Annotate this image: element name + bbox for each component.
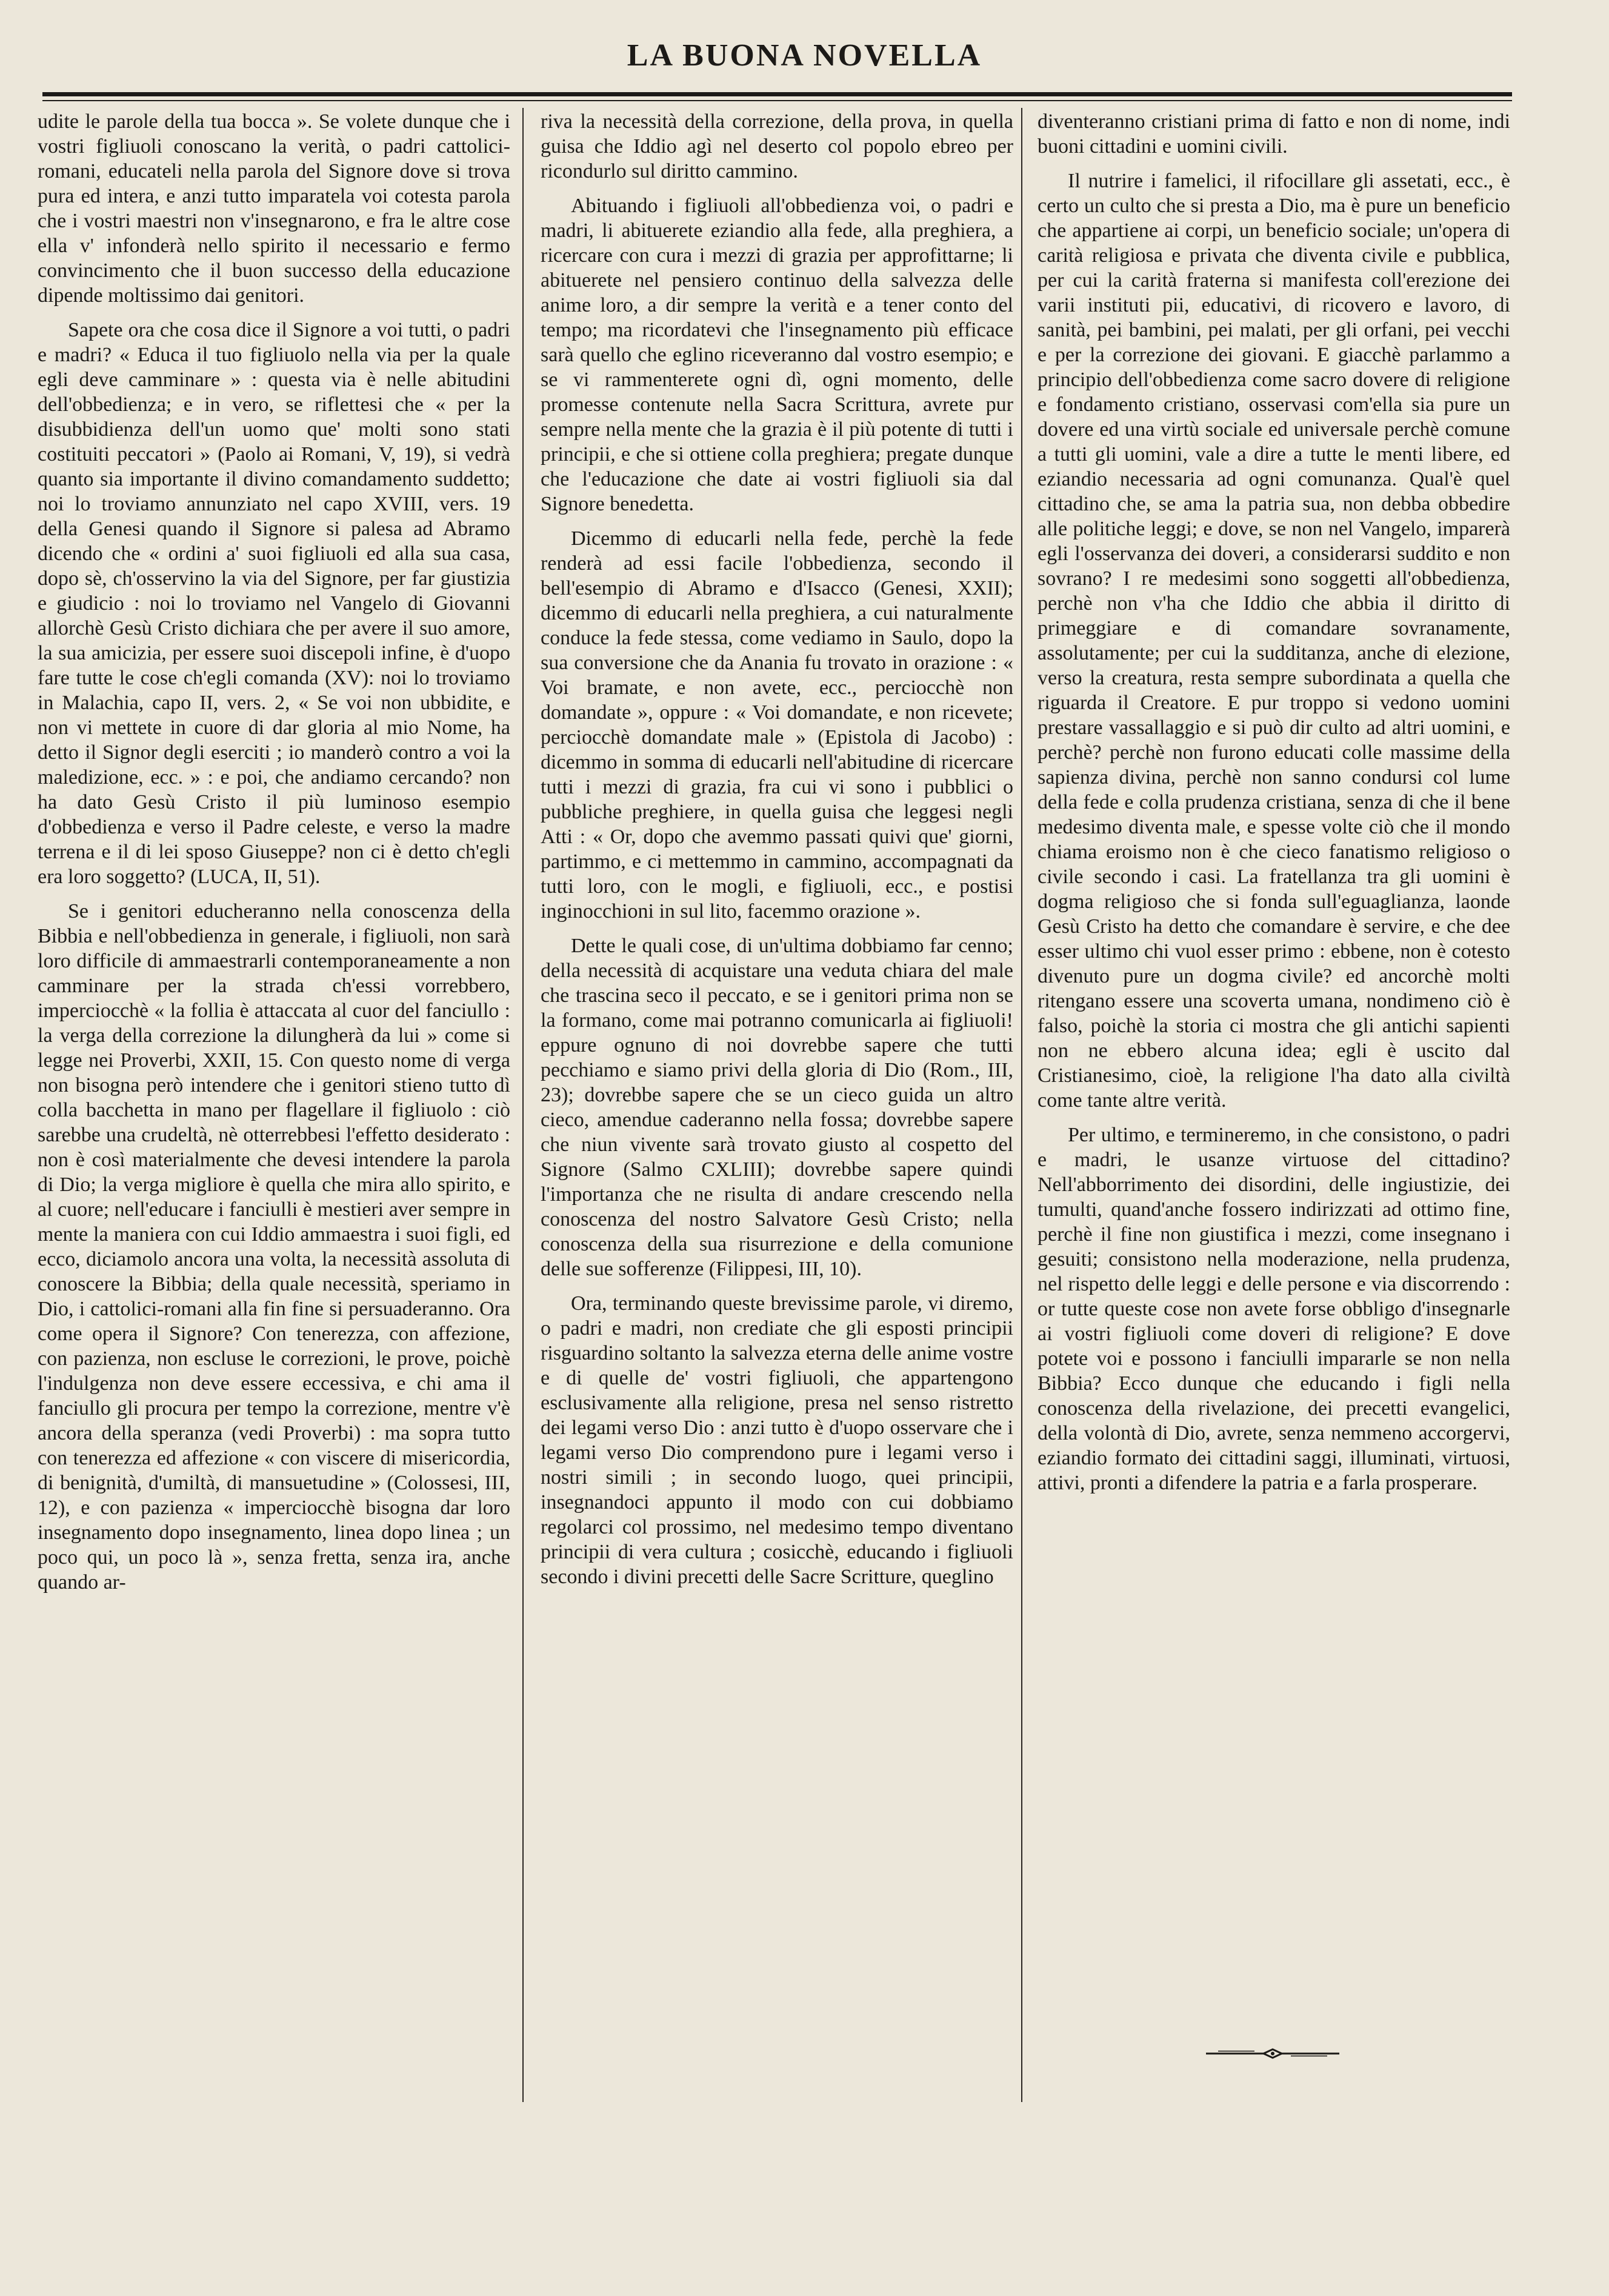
masthead-rule-thick bbox=[42, 92, 1512, 96]
paragraph: Ora, terminando queste brevissime parole, vi diremo, o padri e madri, non crediate che gli esposti principii risguardino soltanto la salvezza eterna delle anime vostre e di quelle de' vostri figliuoli, che appartengono esclusivamente alla religione, presa nel senso ristretto dei legami verso Dio : anzi tutto è d'uopo osservare che i legami verso Dio comprendono pure i legami verso i nostri simili ; in secondo luogo, quei principii, insegnandoci appunto il modo con cui dobbiamo regolarci col prossimo, nel medesimo tempo diventano principii di vera cultura ; cosicchè, educando i figliuoli secondo i divini precetti delle Sacre Scritture, queglino bbox=[541, 1292, 1013, 1588]
column-divider bbox=[1021, 108, 1022, 2102]
paragraph: Sapete ora che cosa dice il Signore a voi tutti, o padri e madri? « Educa il tuo figliuolo nella via per la quale egli deve camminare » : questa via è nelle abitudini dell'obbedienza; e in vero, se riflettesi che « per la disubbidienza dell'un uomo que' molti sono stati costituiti peccatori » (Paolo ai Romani, V, 19), si vedrà quanto sia importante il divino comandamento suddetto; noi lo troviamo annunziato nel capo XVIII, vers. 19 della Genesi quando il Signore si palesa ad Abramo dicendo che « ordini a' suoi figliuoli ed alla sua casa, dopo sè, ch'osservino la via del Signore, per far giustizia e giudicio : noi lo troviamo nel Vangelo di Giovanni allorchè Gesù Cristo dichiara che per avere il suo amore, la sua amicizia, per essere suoi discepoli infine, è d'uopo fare tutte le cose ch'egli comanda (XV): noi lo troviamo in Malachia, capo II, vers. 2, « Se voi non ubbidite, e non vi mettete in cuore di dar gloria al mio Nome, ha detto il Signor degli eserciti ; io manderò contro a voi la maledizione, ecc. » : e poi, che andiamo cercando? non ha dato Gesù Cristo il più luminoso esempio d'obbedienza e verso il Padre celeste, e verso la madre terrena e il di lei sposo Giuseppe? non ci è detto ch'egli era loro soggetto? (LUCA, II, 51). bbox=[38, 319, 510, 888]
paragraph: udite le parole della tua bocca ». Se volete dunque che i vostri figliuoli conoscano la verità, o padri cattolici-romani, educateli nella parola del Signore dove si trova pura ed intera, e anzi tutto imparatela voi cotesta parola che i vostri maestri non v'insegnarono, e fra le altre cose ella v' infonderà nello spirito il necessario e fermo convincimento che il buon successo della educazione dipende moltissimo dai genitori. bbox=[38, 110, 510, 307]
end-ornament-icon bbox=[1206, 2047, 1339, 2060]
text-column-1 bbox=[38, 109, 510, 1604]
paragraph: Abituando i figliuoli all'obbedienza voi, o padri e madri, li abituerete eziandio alla fede, alla preghiera, a ricercare con cura i mezzi di grazia per approfittarne; li abituerete nel pensiero continuo della salvezza delle anime loro, a dir sempre la verità e a tener conto del tempo; ma ricordatevi che l'insegnamento più efficace sarà quello che eglino riceveranno dal vostro esempio; e se vi rammenterete ogni dì, ogni momento, delle promesse contenute nella Sacra Scrittura, avrete pur sempre nella mente che la grazia è il più potente di tutti i principii, e che si ottiene colla preghiera; pregate dunque che l'educazione che date ai vostri figliuoli sia dal Signore benedetta. bbox=[541, 195, 1013, 515]
masthead-title: LA BUONA NOVELLA bbox=[627, 38, 982, 73]
paragraph: Se i genitori educheranno nella conoscenza della Bibbia e nell'obbedienza in generale, i figliuoli, non sarà loro difficile di ammaestrarli contemporaneamente a non camminare per la strada ch'essi vorrebbero, imperciocchè « la follia è attaccata al cuor del fanciullo : la verga della correzione la dilungherà da lui » come si legge nei Proverbi, XXII, 15. Con questo nome di verga non bisogna però intendere che i genitori stieno tutto dì colla bacchetta in mano per flagellare il figliuolo : ciò sarebbe una crudeltà, nè otterrebbesi l'effetto desiderato : non è così materialmente che devesi intendere la parola di Dio; la verga migliore è quella che mira allo spirito, e al cuore; nell'educare i fanciulli è mestieri aver sempre in mente la maniera con cui Iddio ammaestra i suoi figli, ed ecco, diciamolo ancora una volta, la necessità assoluta di conoscere la Bibbia; della quale necessità, speriamo in Dio, i cattolici-romani alla fin fine si persuaderanno. Ora come opera il Signore? Con tenerezza, con affezione, con pazienza, non escluse le correzioni, le prove, poichè l'indulgenza non deve essere eccessiva, e chi ama il fanciullo gli procura per tempo la correzione, mentre v'è ancora della speranza (vedi Proverbi) : ma sopra tutto con tenerezza ed affezione « con viscere di misericordia, di benignità, d'umiltà, di mansuetudine » (Colossesi, III, 12), e con pazienza « imperciocchè bisogna dar loro insegnamento dopo insegnamento, linea dopo linea ; un poco qui, un poco là », senza fretta, senza ira, anche quando ar- bbox=[38, 900, 510, 1594]
text-column-2 bbox=[541, 109, 1013, 1599]
paragraph: riva la necessità della correzione, della prova, in quella guisa che Iddio agì nel deserto col popolo ebreo per ricondurlo sul diritto cammino. bbox=[541, 110, 1013, 182]
paragraph: Dicemmo di educarli nella fede, perchè la fede renderà ad essi facile l'obbedienza, secondo il bell'esempio di Abramo e d'Isacco (Genesi, XXII); dicemmo di educarli nella preghiera, a cui naturalmente conduce la fede stessa, come vediamo in Saulo, dopo la sua conversione che da Anania fu trovato in orazione : « Voi bramate, e non avete, ecc., perciocchè non domandate », oppure : « Voi domandate, e non ricevete; perciocchè domandate male » (Epistola di Jacobo) : dicemmo in somma di educarli nell'abitudine di ricercare tutti i mezzi di grazia, fra cui vi sono i pubblici o pubbliche preghiere, in quella guisa che leggesi negli Atti : « Or, dopo che avemmo passati quivi que' giorni, partimmo, e ci mettemmo in cammino, accompagnati da tutti loro, con le mogli, e figliuoli, ecc., e postisi inginocchioni in sul lito, facemmo orazione ». bbox=[541, 527, 1013, 923]
paragraph: Dette le quali cose, di un'ultima dobbiamo far cenno; della necessità di acquistare una veduta chiara del male che trascina seco il peccato, e se i genitori prima non se la formano, come mai potranno comunicarla ai figliuoli! eppure ognuno di noi dovrebbe sapere che tutti pecchiamo e siamo privi della gloria di Dio (Rom., III, 23); dovrebbe sapere che se un cieco guida un altro cieco, amendue caderanno nella fossa; dovrebbe sapere che niun vivente sarà trovato giusto al cospetto del Signore (Salmo CXLIII); dovrebbe sapere quindi l'importanza che ne risulta di andare crescendo nella conoscenza del nostro Salvatore Gesù Cristo; nella conoscenza della sua risurrezione e della comunione delle sue sofferenze (Filippesi, III, 10). bbox=[541, 935, 1013, 1280]
text-column-3 bbox=[1038, 109, 1510, 1505]
paragraph: Per ultimo, e termineremo, in che consistono, o padri e madri, le usanze virtuose del cittadino? Nell'abborrimento dei disordini, delle ingiustizie, dei tumulti, quand'anche fossero indirizzati ad ottimo fine, perchè il fine non giustifica i mezzi, come insegnano i gesuiti; consistono nella moderazione, nella prudenza, nel rispetto delle leggi e delle persone e via discorrendo : or tutte queste cose non avete forse obbligo d'insegnarle ai vostri figliuoli come doveri di religione? E dove potete voi e possono i fanciulli impararle se non nella Bibbia? Ecco dunque che educando i figli nella conoscenza della rivelazione, dei precetti evangelici, della volontà di Dio, avrete, senza nemmeno accorgervi, eziandio formato dei cittadini saggi, illuminati, virtuosi, attivi, pronti a difendere la patria e a farla prosperare. bbox=[1038, 1124, 1510, 1494]
column-divider bbox=[522, 108, 524, 2102]
paragraph: diventeranno cristiani prima di fatto e non di nome, indi buoni cittadini e uomini civili. bbox=[1038, 110, 1510, 158]
masthead-rule-thin bbox=[42, 100, 1512, 101]
paragraph: Il nutrire i famelici, il rifocillare gli assetati, ecc., è certo un culto che si presta a Dio, ma è pure un beneficio che appartiene ai corpi, un beneficio sociale; un'opera di carità religiosa e privata che diventa civile e pubblica, per cui la carità fraterna si manifesta coll'erezione dei varii instituti pii, educativi, di ricovero e lavoro, di sanità, pei bambini, pei malati, per gli orfani, pei vecchi e per la correzione dei giovani. E giacchè parlammo a principio dell'obbedienza come sacro dovere di religione e fondamento cristiano, osservasi com'ella sia pure un dovere ed una virtù sociale ed universale perchè comune a tutti gli uomini, vale a dire a tutte le menti libere, ed eziandio necessaria ad ogni comunanza. Qual'è quel cittadino che, se ama la patria sua, non debba obbedire alle politiche leggi; e dove, se non nel Vangelo, imparerà egli l'osservanza dei doveri, a considerarsi suddito e non sovrano? I re medesimi sono soggetti all'obbedienza, perchè non v'ha che Iddio che abbia il diritto di primeggiare e di comandare sovranamente, assolutamente; per cui la sudditanza, anche di elezione, verso la creatura, resta sempre subordinata a quella che riguarda il Creatore. E pur troppo si vedono uomini prestare vassallaggio e si può dir culto ad altri uomini, e perchè? perchè non furono educati colle massime della sapienza divina, perchè non sanno condursi col lume della fede e colla prudenza cristiana, senza di che il bene medesimo diventa male, e spesse volte ciò che il mondo chiama eroismo non è che cieco fanatismo religioso o civile secondo i casi. La fratellanza tra gli uomini è dogma religioso che si fonda sull'eguaglianza, laonde Gesù Cristo ha detto che comandare è servire, e che dee esser ultimo chi vuol esser primo : ebbene, non è cotesto divenuto pure un dogma civile? ed ancorchè molti ritengano essere una scoverta umana, nondimeno ciò è falso, poichè la storia ci mostra che gli antichi sapienti non ne ebbero alcuna idea; egli è uscito dal Cristianesimo, cioè, la religione l'ha dato alla civiltà come tante altre verità. bbox=[1038, 170, 1510, 1112]
